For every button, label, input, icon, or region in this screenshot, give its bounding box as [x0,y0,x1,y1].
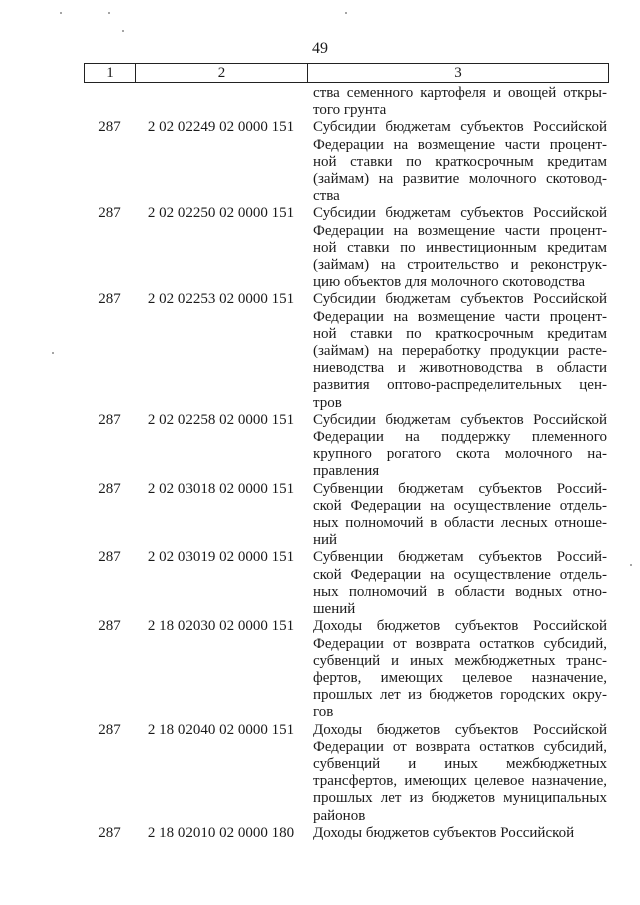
description-line: Федерации от возврата остатков субсидий, [313,635,607,652]
description-line: шений [313,601,356,618]
table-row [84,481,609,550]
description-line: ниеводства и животноводства в области [313,360,607,377]
column-header-2: 2 [136,64,308,82]
budget-code-cell: 2 18 02010 02 0000 180 [147,824,295,841]
description-line: (займам) на переработку продукции расте- [313,343,607,360]
admin-code-cell: 287 [98,549,121,566]
table-row [84,119,609,205]
description-line: Субсидии бюджетам субъектов Российской [313,119,607,136]
admin-code-cell: 287 [98,411,121,428]
budget-code-cell: 2 02 03018 02 0000 151 [147,480,295,497]
budget-code-cell: 2 02 03019 02 0000 151 [147,549,295,566]
table-row [84,412,609,481]
description-cell [307,119,609,205]
scan-speck [52,352,54,354]
description-line: Федерации от возврата остатков субсидий, [313,738,607,755]
description-line: Федерации на возмещение части процент- [313,136,607,153]
description-line: Субсидии бюджетам субъектов Российской [313,205,607,222]
scan-speck [108,12,110,14]
description-cell [307,618,609,721]
description-cell [307,291,609,411]
admin-code-cell: 287 [98,480,121,497]
description-cell [307,481,609,550]
budget-code-cell: 2 02 02249 02 0000 151 [147,119,295,136]
description-line: субвенций и иных межбюджетных транс- [313,652,607,669]
admin-code-cell: 287 [98,119,121,136]
description-line: ных полномочий в области лесных отноше- [313,515,607,532]
description-line: ний [313,532,338,549]
description-line: ской Федерации на осуществление отдель- [313,566,607,583]
table-row [84,825,609,842]
scan-speck [630,564,632,566]
table-body [84,85,609,842]
description-line: ской Федерации на осуществление отдель- [313,497,607,514]
admin-code-cell: 287 [98,824,121,841]
scan-speck [122,30,124,32]
table-row [84,205,609,291]
description-line: Федерации на возмещение части процент- [313,308,607,325]
description-cell [307,85,609,119]
budget-code-cell: 2 18 02040 02 0000 151 [147,721,295,738]
description-line: Доходы бюджетов субъектов Российской [313,721,607,738]
table-row [84,722,609,825]
description-cell [307,205,609,291]
description-line: крупного рогатого скота молочного на- [313,446,607,463]
description-line: Доходы бюджетов субъектов Российской [313,824,575,841]
description-line: развития оптово-распределительных цен- [313,377,607,394]
table-row [84,85,609,119]
description-cell [307,825,609,842]
description-line: прошлых лет из бюджетов городских окру- [313,687,607,704]
description-line: ства семенного картофеля и овощей откры- [313,85,607,101]
table-row [84,618,609,721]
admin-code-cell: 287 [98,291,121,308]
table-column-header [84,63,609,83]
description-line: прошлых лет из бюджетов муниципальных [313,790,607,807]
column-header-1: 1 [85,64,136,82]
description-line: гов [313,704,334,721]
budget-code-cell: 2 18 02030 02 0000 151 [147,618,295,635]
scan-speck [345,12,347,14]
description-line: фертов, имеющих целевое назначение, [313,669,607,686]
admin-code-cell: 287 [98,205,121,222]
description-line: Субсидии бюджетам субъектов Российской [313,411,607,428]
description-line: ных полномочий в области водных отно- [313,583,607,600]
description-line: Федерации на возмещение части процент- [313,222,607,239]
description-line: Субвенции бюджетам субъектов Россий- [313,549,607,566]
description-cell [307,412,609,481]
description-cell [307,722,609,825]
description-line: районов [313,807,366,824]
column-header-3: 3 [454,64,462,81]
page-number: 49 [312,40,328,57]
description-line: Субвенции бюджетам субъектов Россий- [313,480,607,497]
description-line: субвенций и иных межбюджетных [313,755,607,772]
description-line: ной ставки по краткосрочным кредитам [313,153,607,170]
description-line: (займам) на развитие молочного скотовод- [313,171,607,188]
description-line: Доходы бюджетов субъектов Российской [313,618,607,635]
admin-code-cell: 287 [98,721,121,738]
budget-code-cell: 2 02 02258 02 0000 151 [147,411,295,428]
admin-code-cell: 287 [98,618,121,635]
description-line: Субсидии бюджетам субъектов Российской [313,291,607,308]
description-line: того грунта [313,102,387,119]
description-cell [307,549,609,618]
description-line: Федерации на поддержку племенного [313,429,607,446]
description-line: цию объектов для молочного скотоводства [313,274,585,291]
description-line: ной ставки по краткосрочным кредитам [313,325,607,342]
table-row [84,291,609,411]
description-line: тров [313,394,342,411]
table-row [84,549,609,618]
description-line: правления [313,463,380,480]
budget-code-cell: 2 02 02253 02 0000 151 [147,291,295,308]
description-line: трансфертов, имеющих целевое назначение, [313,773,607,790]
description-line: ной ставки по инвестиционным кредитам [313,239,607,256]
description-line: ства [313,188,340,205]
scan-speck [60,12,62,14]
description-line: (займам) на строительство и реконструк- [313,257,607,274]
budget-code-cell: 2 02 02250 02 0000 151 [147,205,295,222]
